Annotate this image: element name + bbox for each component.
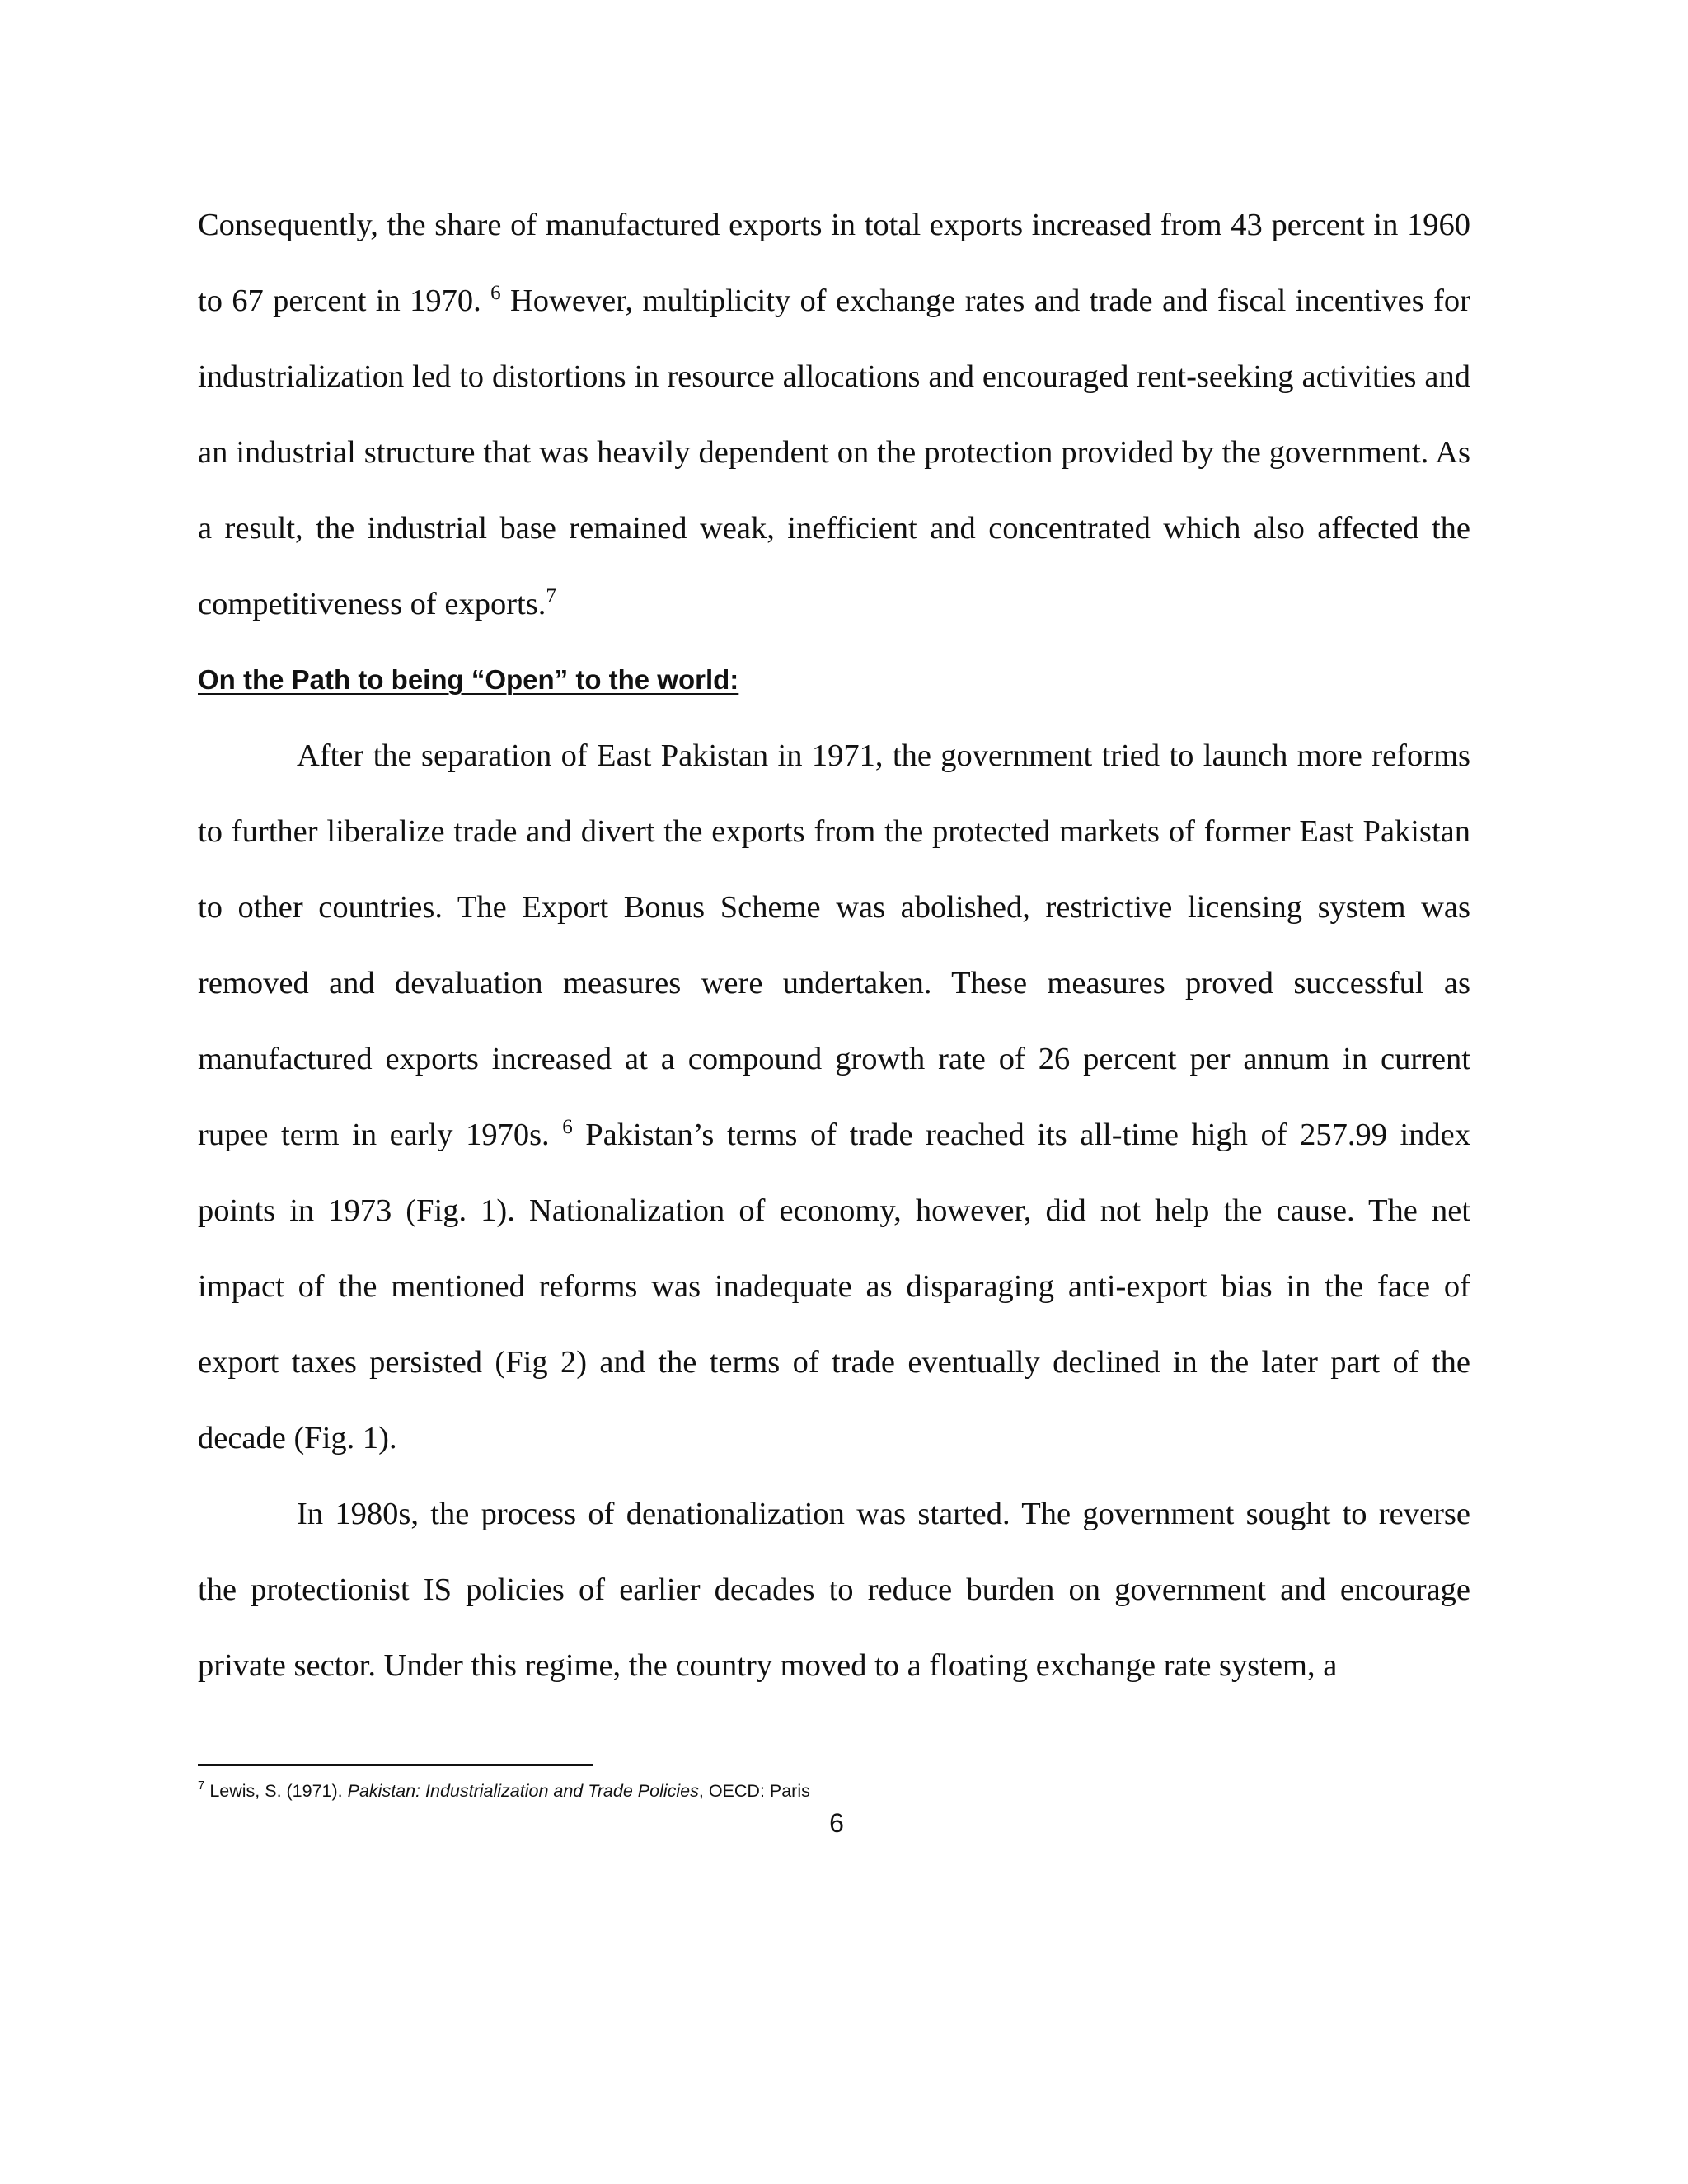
- footnote-author: Lewis, S. (1971).: [204, 1781, 348, 1801]
- footnote-title: Pakistan: Industrialization and Trade Policies: [347, 1781, 699, 1801]
- footnote-marker: 7: [198, 1779, 205, 1793]
- paragraph-1-text-b: However, multiplicity of exchange rates and trade and fiscal incentives for industrialization led to distortions in resource allocations and encouraged rent-seeking activities and an industrial structure that was heavily dependent on the protection provided by the government. As a result, the industrial base remained weak, inefficient and concentrated which also affected the competitiveness of exports.: [198, 284, 1471, 621]
- footnote-ref-7: 7: [546, 585, 556, 607]
- footnote-ref-6-second: 6: [562, 1116, 573, 1138]
- section-heading: On the Path to being “Open” to the world:: [198, 664, 739, 695]
- page-number: 6: [829, 1808, 844, 1838]
- paragraph-east-pakistan: [198, 718, 1470, 1476]
- footnote-7: [198, 1779, 810, 1803]
- paragraph-3-text: In 1980s, the process of denationalization was started. The government sought to reverse the protectionist IS policies of earlier decades to reduce burden on government and encourage private sector. Under this regime, the country moved to a floating exchange rate system, a: [198, 1497, 1470, 1683]
- paragraph-2-text-a: After the separation of East Pakistan in 1971, the government tried to launch more reforms to further liberalize trade and divert the exports from the protected markets of former East Pakistan to other countries. The Export Bonus Scheme was abolished, restrictive licensing system was removed and devaluation measures were undertaken. These measures proved successful as manufactured exports increased at a compound growth rate of 26 percent per annum in current rupee term in early 1970s.: [198, 738, 1470, 1152]
- paragraph-1-text-a: Consequently, the share of manufactured exports in total exports increased from 43 percent in 1960 to 67 percent in 1970.: [198, 208, 1470, 318]
- paragraph-denationalization: [198, 1476, 1470, 1704]
- footnote-separator: [198, 1764, 593, 1766]
- paragraph-exports-share: [198, 187, 1470, 642]
- footnote-ref-6: 6: [490, 282, 501, 304]
- paragraph-2-text-b: Pakistan’s terms of trade reached its all-time high of 257.99 index points in 1973 (Fig. 1). Nationalization of economy, however, did not help the cause. The net impact of the mentioned reforms was inadequate as disparaging anti-export bias in the face of export taxes persisted (Fig 2) and the terms of trade eventually declined in the later part of the decade (Fig. 1).: [198, 1118, 1471, 1455]
- footnote-publisher: , OECD: Paris: [698, 1781, 810, 1801]
- page-body: [198, 187, 1470, 1704]
